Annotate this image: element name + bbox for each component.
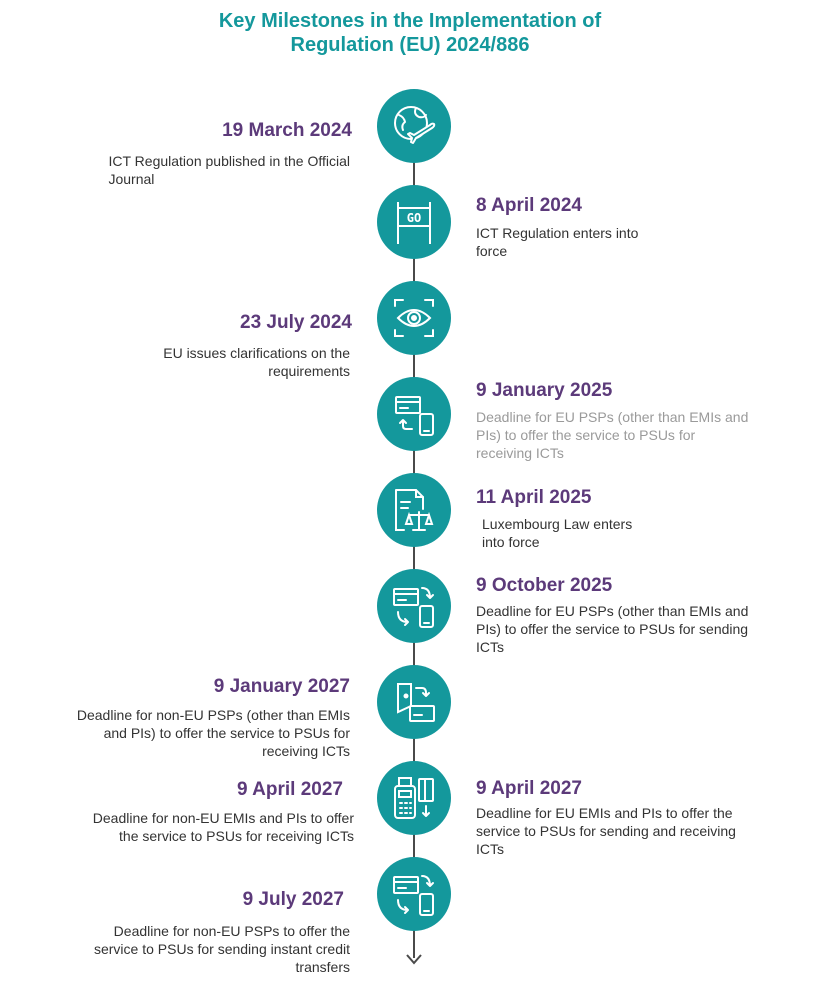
milestone-date: 9 April 2027	[237, 779, 343, 800]
milestone-description: ICT Regulation enters into force	[476, 225, 639, 259]
milestone-description: Deadline for non-EU PSPs (other than EMIs and PIs) to offer the service to PSUs for receiving ICTs	[76, 707, 350, 759]
milestone-date: 9 July 2027	[242, 889, 344, 910]
milestone-date: 19 March 2024	[222, 120, 352, 141]
wallet-card-icon	[377, 665, 451, 739]
title-line-1: Key Milestones in the Implementation of	[218, 10, 602, 32]
pos-terminal-icon	[377, 761, 451, 835]
milestone-description: Luxembourg Law enters into force	[482, 516, 633, 550]
milestone-description: ICT Regulation published in the Official Journal	[108, 153, 350, 187]
milestone-date: 9 January 2027	[213, 676, 350, 697]
milestone-date: 9 January 2025	[476, 380, 613, 401]
page-title	[0, 9, 820, 57]
milestone-date: 8 April 2024	[476, 195, 582, 216]
document-scales-icon	[377, 473, 451, 547]
timeline-arrow-icon	[405, 952, 423, 966]
milestone-date: 9 October 2025	[476, 575, 613, 596]
eye-scan-icon	[377, 281, 451, 355]
title-line-2: Regulation (EU) 2024/886	[290, 34, 530, 56]
milestone-date: 11 April 2025	[476, 487, 592, 508]
milestone-date: 23 July 2024	[240, 312, 352, 333]
milestone-description: EU issues clarifications on the requirements	[163, 345, 350, 379]
milestone-description: Deadline for EU PSPs (other than EMIs and PIs) to offer the service to PSUs for sending ICTs	[476, 603, 749, 655]
globe-plane-icon	[377, 89, 451, 163]
go-flag-icon	[377, 185, 451, 259]
milestone-description: Deadline for EU EMIs and PIs to offer the service to PSUs for sending and receiving ICTs	[476, 805, 736, 857]
go-label: GO	[406, 211, 422, 225]
card-phone-exchange-icon	[377, 569, 451, 643]
milestone-description: Deadline for non-EU EMIs and PIs to offer the service to PSUs for receiving ICTs	[92, 810, 354, 844]
milestone-description: Deadline for EU PSPs (other than EMIs and PIs) to offer the service to PSUs for receiving ICTs	[476, 409, 749, 461]
milestone-date: 9 April 2027	[476, 778, 582, 799]
card-phone-icon	[377, 377, 451, 451]
card-phone-exchange-icon	[377, 857, 451, 931]
milestone-description: Deadline for non-EU PSPs to offer the service to PSUs for sending instant credit transfers	[93, 923, 350, 975]
